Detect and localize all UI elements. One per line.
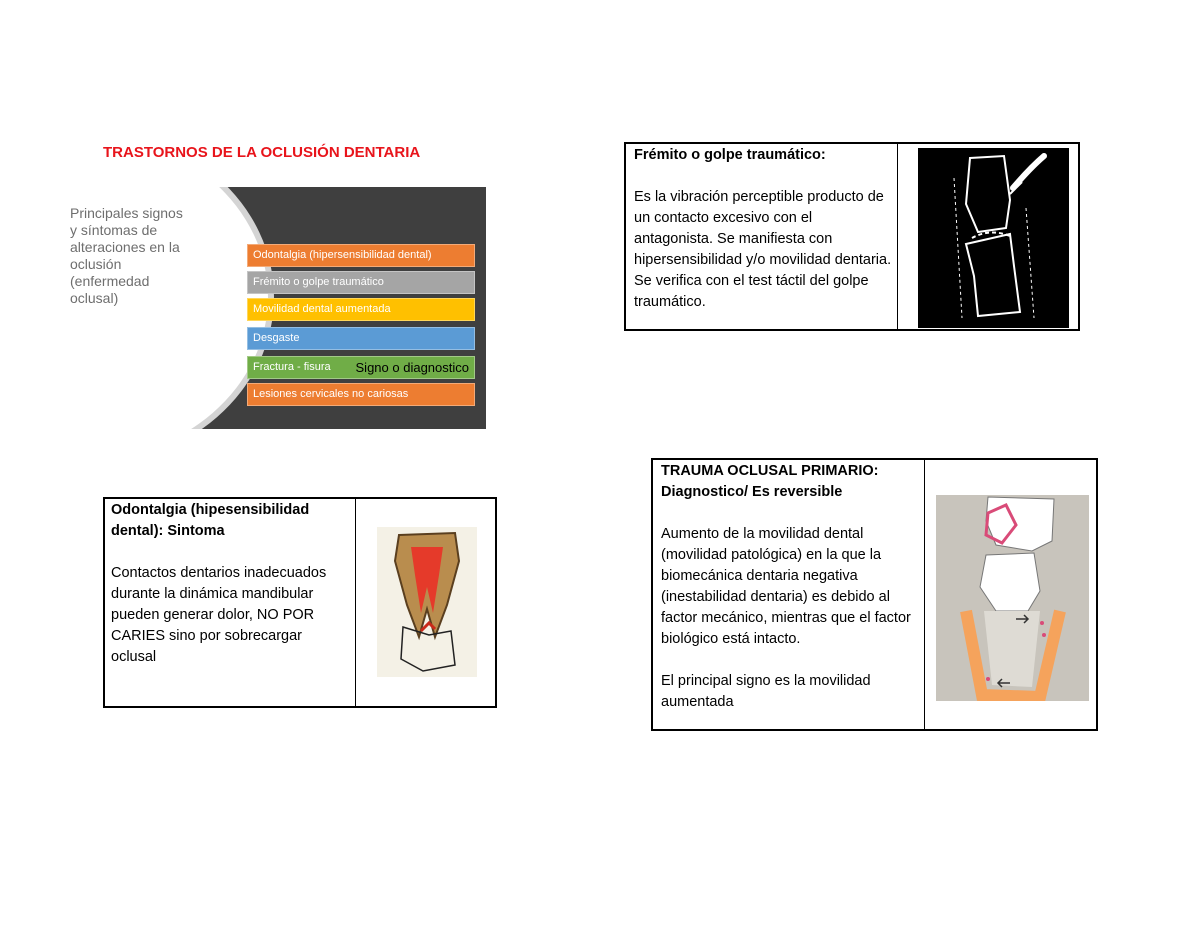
trauma-heading-line2: Diagnostico/ Es reversible xyxy=(661,484,843,500)
fremitus-test-icon xyxy=(918,148,1069,328)
slide-item-movilidad xyxy=(247,298,475,321)
slide-item-label: Frémito o golpe traumático xyxy=(253,276,384,288)
slide-item-fractura xyxy=(247,356,475,379)
signs-symptoms-slide xyxy=(39,187,486,429)
trauma-body-1: Aumento de la movilidad dental (movilidad patológica) en la que la biomecánica dentaria negativa (inestabilidad dentaria) es debido al factor mecánico, mientras que el factor biológico está intacto. xyxy=(661,526,911,647)
odontalgia-box xyxy=(103,497,497,708)
trauma-heading-line1: TRAUMA OCLUSAL PRIMARIO: xyxy=(661,463,879,479)
tooth-section-icon xyxy=(377,527,477,677)
fremito-box xyxy=(624,142,1080,331)
slide-item-label: Movilidad dental aumentada xyxy=(253,303,391,315)
slide-item-odontalgia xyxy=(247,244,475,267)
trauma-body-2: El principal signo es la movilidad aumentada xyxy=(661,673,871,710)
occlusal-trauma-icon xyxy=(936,495,1089,701)
slide-item-label: Desgaste xyxy=(253,332,300,344)
slide-item-label: Odontalgia (hipersensibilidad dental) xyxy=(253,249,432,261)
trauma-box xyxy=(651,458,1098,731)
page-title: TRASTORNOS DE LA OCLUSIÓN DENTARIA xyxy=(103,144,421,161)
slide-item-label: Fractura - fisura xyxy=(253,361,331,373)
fremito-body: Es la vibración perceptible producto de un contacto excesivo con el antagonista. Se manifiesta con hipersensibilidad y/o movilidad dentaria. Se verifica con el test táctil del golpe traumático. xyxy=(634,189,892,310)
slide-item-note: Signo o diagnostico xyxy=(355,360,469,375)
odontalgia-body: Contactos dentarios inadecuados durante la dinámica mandibular pueden generar dolor, NO POR CARIES sino por sobrecargar oclusal xyxy=(111,565,327,665)
slide-item-label: Lesiones cervicales no cariosas xyxy=(253,388,409,400)
slide-item-fremito xyxy=(247,271,475,294)
slide-item-desgaste xyxy=(247,327,475,350)
odontalgia-heading: Odontalgia (hipesensibilidad dental): Sintoma xyxy=(111,502,310,539)
fremito-heading: Frémito o golpe traumático: xyxy=(634,147,826,163)
slide-item-lesiones xyxy=(247,383,475,406)
slide-heading: Principales signos y síntomas de alteraciones en la oclusión (enfermedad oclusal) xyxy=(70,205,183,306)
